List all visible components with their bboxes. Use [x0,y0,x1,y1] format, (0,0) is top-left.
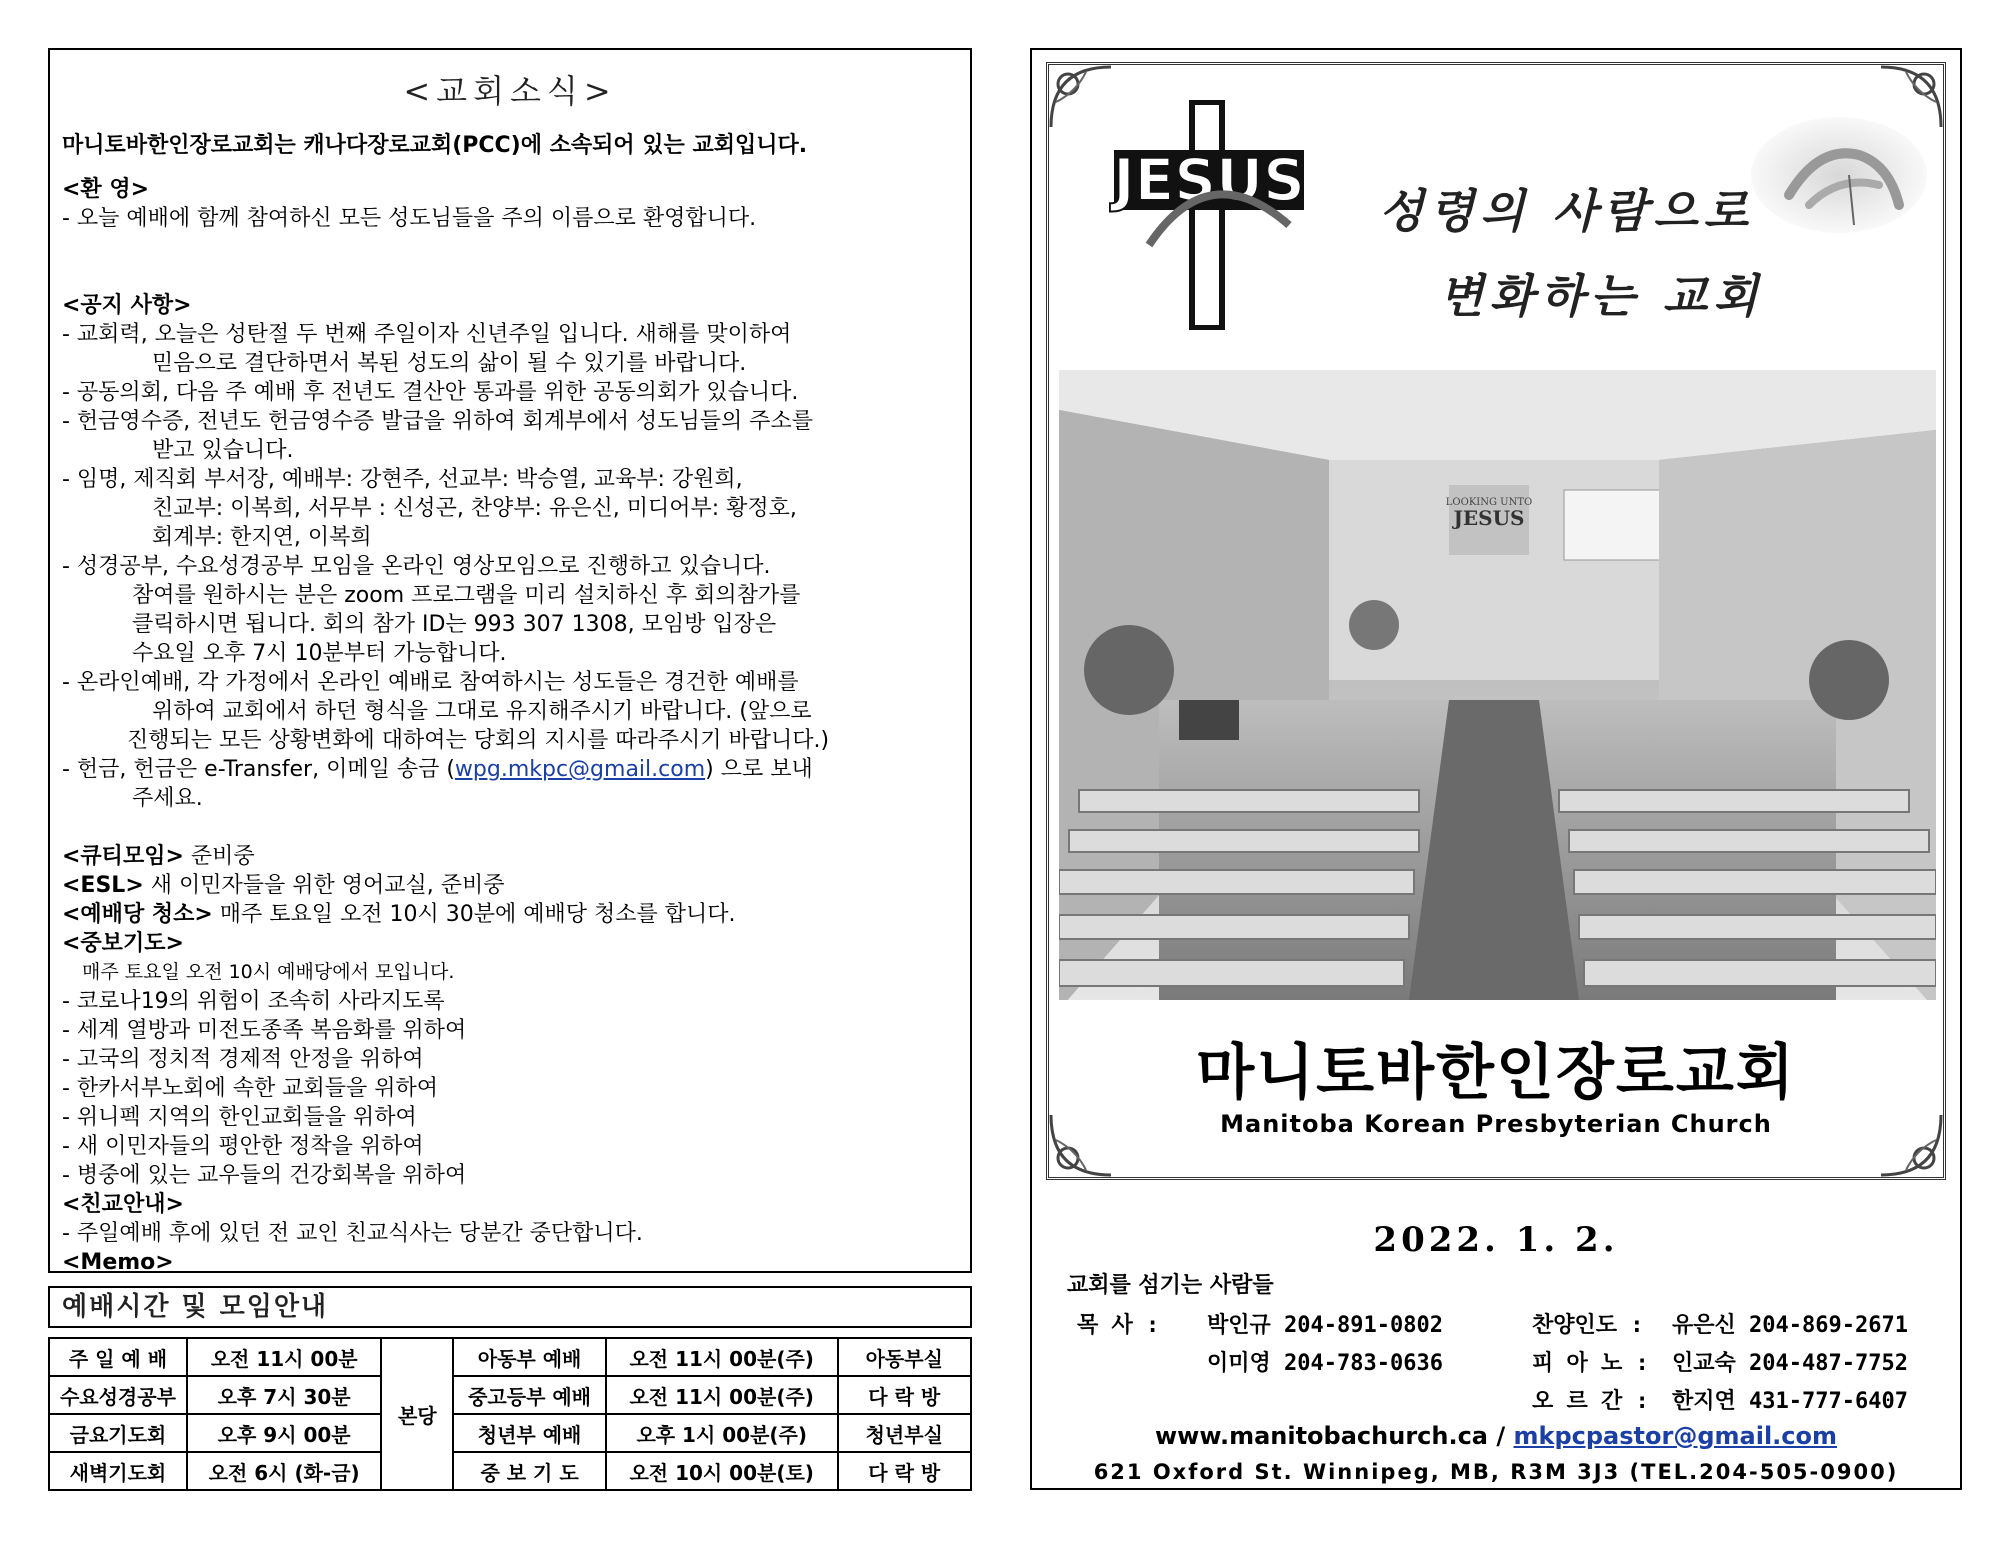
service-time: 오전 11시 00분 [187,1338,382,1376]
notice-line: - 성경공부, 수요성경공부 모임을 온라인 영상모임으로 진행하고 있습니다. [62,554,771,579]
sanctuary-photo [1059,370,1936,1000]
meeting-time: 오전 11시 00분(주) [606,1338,838,1376]
organ-label: 오 르 간 : [1532,1389,1649,1414]
notice-line: - 임명, 제직회 부서장, 예배부: 강현주, 선교부: 박승열, 교육부: 강원희, [62,467,743,492]
prayer-item: - 코로나19의 위험이 조속히 사라지도록 [62,989,445,1014]
prayer-item: - 위니펙 지역의 한인교회들을 위하여 [62,1105,417,1130]
cleaning-heading: <예배당 청소> [62,902,213,927]
pastor-email-link[interactable]: mkpcpastor@gmail.com [1513,1422,1838,1450]
church-name-korean: 마니토바한인장로교회 [1196,1038,1796,1108]
prayer-item: - 세계 열방과 미전도종족 복음화를 위하여 [62,1018,467,1043]
meeting-name: 청년부 예배 [453,1414,606,1452]
service-name: 새벽기도회 [49,1452,187,1490]
prayer-note: 매주 토요일 오전 10시 예배당에서 모입니다. [82,961,455,983]
meeting-name: 아동부 예배 [453,1338,606,1376]
notice-line: 친교부: 이복희, 서무부 : 신성곤, 찬양부: 유은신, 미디어부: 황정호, [152,496,797,521]
cleaning-text: 매주 토요일 오전 10시 30분에 예배당 청소를 합니다. [212,902,736,927]
notice-line: 참여를 원하시는 분은 zoom 프로그램을 미리 설치하신 후 회의참가를 [132,583,801,608]
meeting-place: 다 락 방 [838,1376,972,1414]
church-news-panel [48,48,972,1273]
service-time: 오전 6시 (화-금) [187,1452,382,1490]
offering-cont: 주세요. [132,786,203,811]
notice-line: 수요일 오후 7시 10분부터 가능합니다. [132,641,507,666]
notice-line: 클릭하시면 됩니다. 회의 참가 ID는 993 307 1308, 모임방 입장은 [132,612,777,637]
slogan-line-1: 성령의 사람으로 [1379,184,1755,238]
offering-prefix: - 헌금, 헌금은 e-Transfer, 이메일 송금 ( [62,757,455,782]
servants-title: 교회를 섬기는 사람들 [1067,1273,1274,1298]
website-link[interactable]: www.manitobachurch.ca [1154,1422,1489,1450]
esl-heading: <ESL> [62,873,144,898]
notices-heading: <공지 사항> [62,293,192,318]
schedule-row [49,1452,971,1490]
worship-leader-label: 찬양인도 : [1532,1313,1644,1338]
church-address: 621 Oxford St. Winnipeg, MB, R3M 3J3 (TEL.204-505-0900) [1093,1460,1899,1484]
notice-line: 회계부: 한지연, 이복희 [152,525,372,550]
pastor-1-contact: 박인규 204-891-0802 [1207,1313,1443,1338]
service-place-main: 본당 [381,1338,453,1490]
meeting-time: 오전 10시 00분(토) [606,1452,838,1490]
piano-label: 피 아 노 : [1532,1351,1649,1376]
prayer-list [62,987,962,1190]
worship-leader-contact: 유은신 204-869-2671 [1672,1313,1908,1338]
piano-contact: 인교숙 204-487-7752 [1672,1351,1908,1376]
prayer-heading: <중보기도> [62,931,184,956]
schedule-row [49,1414,971,1452]
meeting-time: 오후 1시 00분(주) [606,1414,838,1452]
meeting-place: 아동부실 [838,1338,972,1376]
notice-line: - 교회력, 오늘은 성탄절 두 번째 주일이자 신년주일 입니다. 새해를 맞이하여 [62,322,792,347]
slogan-line-2: 변화하는 교회 [1439,269,1764,323]
qt-heading: <큐티모임> [62,844,184,869]
meeting-name: 중고등부 예배 [453,1376,606,1414]
news-body [62,175,962,1277]
prayer-item: - 한카서부노회에 속한 교회들을 위하여 [62,1076,438,1101]
news-title: <교회소식> [403,72,617,110]
offering-suffix: ) 으로 보내 [705,757,813,782]
service-time: 오후 9시 00분 [187,1414,382,1452]
meeting-place: 다 락 방 [838,1452,972,1490]
esl-text: 새 이민자들을 위한 영어교실, 준비중 [143,873,505,898]
memo-heading: <Memo> [62,1250,174,1275]
schedule-row [49,1338,971,1376]
prayer-item: - 고국의 정치적 경제적 안정을 위하여 [62,1047,424,1072]
meeting-place: 청년부실 [838,1414,972,1452]
affiliation-statement: 마니토바한인장로교회는 캐나다장로교회(PCC)에 소속되어 있는 교회입니다. [62,133,808,158]
esl-line [62,871,962,900]
church-name-english: Manitoba Korean Presbyterian Church [1220,1110,1772,1138]
prayer-item: - 병중에 있는 교우들의 건강회복을 위하여 [62,1163,467,1188]
decorative-frame [1046,62,1946,1180]
service-name: 금요기도회 [49,1414,187,1452]
praying-hands-icon [1749,115,1929,235]
notice-line: - 헌금영수증, 전년도 헌금영수증 발급을 위하여 회계부에서 성도님들의 주소를 [62,409,813,434]
notice-line: 진행되는 모든 상황변화에 대하여는 당회의 지시를 따라주시기 바랍니다.) [127,728,830,753]
schedule-title: 예배시간 및 모임안내 [48,1286,972,1328]
fellowship-text: - 주일예배 후에 있던 전 교인 친교식사는 당분간 중단합니다. [62,1221,643,1246]
offering-line [62,755,962,784]
svg-text:LOOKING UNTO: LOOKING UNTO [1445,497,1533,508]
offering-email-link[interactable]: wpg.mkpc@gmail.com [454,757,706,782]
welcome-text: - 오늘 예배에 함께 참여하신 모든 성도님들을 주의 이름으로 환영합니다. [62,206,757,231]
notice-line: 받고 있습니다. [152,438,294,463]
notice-line: - 공동의회, 다음 주 예배 후 전년도 결산안 통과를 위한 공동의회가 있습니다. [62,380,799,405]
bulletin-cover-panel [1030,48,1962,1490]
meeting-time: 오전 11시 00분(주) [606,1376,838,1414]
schedule-table [48,1337,972,1491]
pastor-2-contact: 이미영 204-783-0636 [1207,1351,1443,1376]
notices-list [62,320,962,755]
svg-text:JESUS: JESUS [1453,506,1525,530]
schedule-row [49,1376,971,1414]
qt-text: 준비중 [183,844,255,869]
jesus-cross-logo-icon [1109,95,1309,335]
qt-line [62,842,962,871]
service-time: 오후 7시 30분 [187,1376,382,1414]
cleaning-line [62,900,962,929]
welcome-heading: <환 영> [62,177,150,202]
organ-contact: 한지연 431-777-6407 [1672,1389,1908,1414]
notice-line: - 온라인예배, 각 가정에서 온라인 예배로 참여하시는 성도들은 경건한 예배를 [62,670,799,695]
ornament-corner-icon [1046,62,1116,132]
svg-text:JESUS: JESUS [1113,146,1305,214]
service-name: 주 일 예 배 [49,1338,187,1376]
notice-line: 믿음으로 결단하면서 복된 성도의 삶이 될 수 있기를 바랍니다. [152,351,747,376]
separator: / [1488,1422,1514,1450]
notice-line: 위하여 교회에서 하던 형식을 그대로 유지해주시기 바랍니다. (앞으로 [152,699,812,724]
bulletin-date: 2022. 1. 2. [1373,1220,1619,1260]
pastor-label: 목 사 : [1077,1313,1160,1338]
meeting-name: 중 보 기 도 [453,1452,606,1490]
prayer-item: - 새 이민자들의 평안한 정착을 위하여 [62,1134,424,1159]
web-contact-line [1032,1422,1960,1450]
service-name: 수요성경공부 [49,1376,187,1414]
fellowship-heading: <친교안내> [62,1192,184,1217]
